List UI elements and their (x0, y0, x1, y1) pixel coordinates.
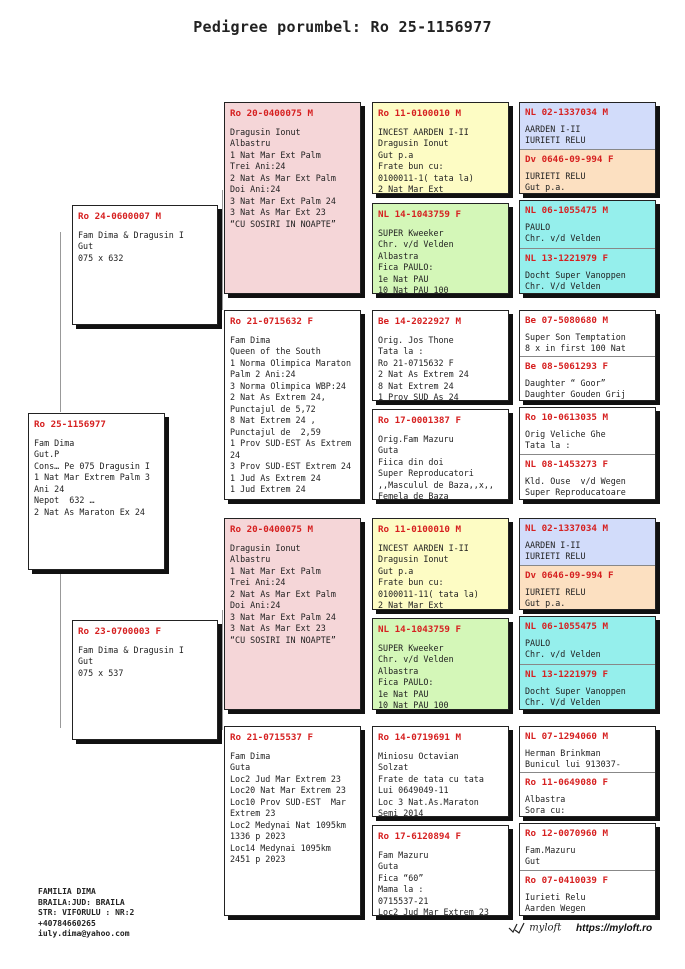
myloft-logo-icon (508, 922, 526, 934)
gen4-pair[interactable] (519, 407, 656, 500)
myloft-logo-text: myloft (529, 922, 562, 934)
gen4-pair[interactable] (519, 616, 656, 710)
gen4-id: NL 13-1221979 F (525, 253, 608, 264)
gen4-bottom[interactable] (520, 566, 655, 610)
great-grandparent-card[interactable] (372, 310, 509, 401)
father-id: Ro 24-0600007 M (78, 211, 161, 222)
text-line: Femela de Baza (378, 491, 449, 500)
gen4-id: NL 02-1337034 M (525, 523, 608, 534)
text-line: Fam Dima & Dragusin I (78, 229, 184, 240)
gen4-lines (525, 638, 650, 661)
text-line: Albastra (378, 250, 419, 261)
text-line: Chr. v/d Velden (378, 239, 454, 249)
great-grandparent-lines (378, 850, 503, 917)
text-line: 8 Nat Extrem 24 , (230, 415, 316, 425)
text-line: “CU SOSIRI IN NOAPTE” (230, 218, 336, 229)
text-line: Iurieti Relu (525, 891, 586, 902)
myloft-logo (508, 922, 561, 934)
connector-line (60, 548, 61, 728)
page-title: Pedigree porumbel: Ro 25-1156977 (193, 18, 492, 36)
text-line: 2 Nat As Mar Ext Palm (230, 172, 336, 183)
mother-id: Ro 23-0700003 F (78, 626, 161, 637)
text-line: Loc2 Jud Mar Extrem 23 (378, 907, 489, 916)
text-line: Fam.Mazuru (525, 844, 576, 855)
text-line: BRAILA:JUD: BRAILA (38, 897, 125, 907)
text-line: 1 Nat Mar Ext Palm (230, 149, 321, 160)
text-line: Punctajul de 2,59 (230, 426, 321, 437)
grandparent-card[interactable] (224, 102, 361, 294)
gen4-id: NL 08-1453273 F (525, 459, 608, 470)
great-grandparent-lines (378, 751, 503, 818)
grandparent-card[interactable] (224, 726, 361, 916)
text-line: 8 Nat Extrem 24 (378, 380, 454, 391)
great-grandparent-card[interactable] (372, 102, 509, 194)
subject-card[interactable] (28, 413, 165, 570)
text-line: Daughter Gouden Grij (525, 389, 626, 399)
gen4-id: NL 13-1221979 F (525, 669, 608, 680)
text-line: Fam Mazuru (378, 849, 429, 860)
text-line: Super Son Temptation (525, 331, 626, 342)
text-line: iuly.dima@yahoo.com (38, 929, 130, 938)
text-line: SUPER Kweeker (378, 642, 444, 653)
gen4-top[interactable] (520, 408, 655, 454)
great-grandparent-id: Ro 11-0100010 M (378, 108, 461, 119)
text-line: PAULO (525, 637, 551, 648)
gen4-pair[interactable] (519, 102, 656, 194)
text-line: Chr. v/d Velden (525, 649, 601, 659)
text-line: Daughter “ Goor” (525, 377, 606, 388)
gen4-lines (525, 686, 650, 709)
gen4-lines (525, 794, 650, 817)
text-line: Docht Super Vanoppen (525, 269, 626, 280)
gen4-id: Ro 10-0613035 M (525, 412, 608, 423)
text-line: 10 Nat PAU 100 (378, 285, 449, 294)
text-line: Fica PAULO: (378, 262, 434, 272)
gen4-id: NL 06-1055475 M (525, 205, 608, 216)
owner-contact (38, 887, 134, 940)
text-line: Gut (525, 856, 541, 866)
gen4-top[interactable] (520, 311, 655, 356)
great-grandparent-id: Ro 17-0001387 F (378, 415, 461, 426)
great-grandparent-lines (378, 643, 503, 711)
text-line: ,,Masculul de Baza,,x,, (378, 479, 494, 490)
text-line: +40784660265 (38, 918, 96, 928)
text-line: Albastru (230, 554, 271, 564)
text-line: “CU SOSIRI IN NOAPTE” (230, 634, 336, 645)
text-line: PAULO (525, 221, 551, 232)
text-line: Loc14 Medynai 1095km (230, 842, 331, 853)
gen4-bottom[interactable] (520, 150, 655, 194)
gen4-top[interactable] (520, 201, 655, 248)
grandparent-lines (230, 543, 355, 647)
text-line: 3 Norma Olimpica WBP:24 (230, 380, 346, 391)
text-line: Fam Dima (230, 334, 271, 345)
text-line: Chr. V/d Velden (525, 281, 601, 291)
grandparent-lines (230, 127, 355, 231)
text-line: 2 Nat Mar Ext (378, 184, 444, 194)
text-line: Albastru (230, 138, 271, 148)
great-grandparent-card[interactable] (372, 409, 509, 500)
gen4-id: Be 08-5061293 F (525, 361, 608, 372)
gen4-lines (525, 540, 650, 563)
text-line: Mama la : (378, 884, 424, 894)
text-line: IURIETI RELU (525, 135, 586, 145)
gen4-lines (525, 270, 650, 293)
text-line: Tata la : (525, 440, 571, 450)
text-line: Gut p.a (378, 565, 414, 576)
father-card[interactable] (72, 205, 218, 325)
text-line: Albastra (378, 665, 419, 676)
text-line: Frate bun cu: (378, 161, 444, 171)
gen4-id: NL 06-1055475 M (525, 621, 608, 632)
text-line: Guta (378, 445, 399, 455)
mother-lines (78, 645, 212, 680)
text-line: Trei Ani:24 (230, 161, 286, 171)
text-line: Loc2 Jud Mar Extrem 23 (230, 773, 341, 784)
grandparent-id: Ro 20-0400075 M (230, 108, 313, 119)
text-line: IURIETI RELU (525, 586, 586, 597)
website-link[interactable]: https://myloft.ro (576, 923, 653, 934)
grandparent-lines (230, 335, 355, 496)
text-line: 8 x in first 100 Nat (525, 343, 626, 353)
gen4-lines (525, 476, 650, 499)
text-line: 1 Norma Olimpica Maraton (230, 357, 352, 368)
text-line: 075 x 537 (78, 667, 124, 678)
great-grandparent-id: NL 14-1043759 F (378, 624, 461, 635)
text-line: 0100011-11( tata la) (378, 588, 479, 599)
gen4-lines (525, 587, 650, 610)
text-line: Punctajul de 5,72 (230, 403, 316, 414)
gen4-lines (525, 124, 650, 147)
text-line: Trei Ani:24 (230, 577, 286, 587)
text-line: FAMILIA DIMA (38, 887, 96, 896)
text-line: 1 Nat Mar Extrem Palm 3 (34, 472, 150, 482)
text-line: 1 Nat Mar Ext Palm (230, 565, 321, 576)
text-line: Aarden Wegen (525, 903, 586, 913)
gen4-top[interactable] (520, 617, 655, 664)
text-line: Chr. v/d Velden (378, 654, 454, 664)
gen4-lines (525, 845, 650, 868)
gen4-lines (525, 892, 650, 915)
gen4-bottom[interactable] (520, 665, 655, 710)
text-line: Chr. v/d Velden (525, 233, 601, 243)
great-grandparent-id: Ro 14-0719691 M (378, 732, 461, 743)
gen4-lines (525, 429, 650, 452)
text-line: 0100011-1( tata la) (378, 172, 474, 183)
great-grandparent-id: NL 14-1043759 F (378, 209, 461, 220)
gen4-lines (525, 222, 650, 245)
text-line: Loc10 Prov SUD-EST Mar (230, 796, 346, 807)
gen4-id: NL 07-1294060 M (525, 731, 608, 742)
great-grandparent-id: Ro 17-6120894 F (378, 831, 461, 842)
text-line: Fam Dima (34, 437, 75, 448)
text-line: Lui 0649049-11 (378, 785, 449, 795)
text-line: Queen of the South (230, 346, 321, 356)
great-grandparent-lines (378, 228, 503, 295)
text-line: 2 Nat Mar Ext (378, 600, 444, 610)
text-line: Orig Veliche Ghe (525, 428, 606, 439)
gen4-bottom[interactable] (520, 357, 655, 401)
gen4-pair[interactable] (519, 200, 656, 294)
text-line: STR: VIFORULU : NR:2 (38, 908, 135, 917)
text-line: Dragusin Ionut (230, 542, 301, 553)
text-line: SUPER Kweeker (378, 227, 444, 238)
text-line: 24 (230, 449, 241, 460)
text-line: Solzat (378, 762, 409, 772)
text-line: Tata la : (378, 346, 424, 356)
text-line: 1 Jud Extrem 24 (230, 484, 306, 494)
text-line: Orig.Fam Mazuru (378, 433, 454, 444)
gen4-top[interactable] (520, 824, 655, 870)
text-line: 2451 p 2023 (230, 854, 286, 864)
gen4-id: Be 07-5080680 M (525, 315, 608, 326)
gen4-lines (525, 378, 650, 401)
gen4-id: Dv 0646-09-994 F (525, 154, 614, 165)
grandparent-id: Ro 20-0400075 M (230, 524, 313, 535)
grandparent-card[interactable] (224, 518, 361, 710)
text-line: Doi Ani:24 (230, 184, 281, 194)
text-line: 10 Nat PAU 100 (378, 700, 449, 710)
connector-line (222, 610, 223, 730)
text-line: 1 Prov SUD As 24 (378, 392, 459, 401)
great-grandparent-card[interactable] (372, 203, 509, 294)
gen4-lines (525, 332, 650, 355)
text-line: Super Reproducatoare (525, 487, 626, 497)
subject-lines (34, 438, 159, 519)
gen4-pair[interactable] (519, 726, 656, 817)
text-line: Nepot 632 … (34, 495, 95, 505)
text-line: Orig. Jos Thone (378, 334, 454, 345)
text-line: Docht Super Vanoppen (525, 685, 626, 696)
gen4-lines (525, 748, 650, 771)
text-line: 3 Nat As Mar Ext 23 (230, 623, 326, 633)
text-line: Gut p.a. (525, 598, 566, 608)
text-line: Semi 2014 (378, 808, 424, 817)
text-line: IURIETI RELU (525, 170, 586, 181)
great-grandparent-id: Ro 11-0100010 M (378, 524, 461, 535)
text-line: 1e Nat PAU (378, 688, 429, 699)
text-line: Doi Ani:24 (230, 600, 281, 610)
great-grandparent-id: Be 14-2022927 M (378, 316, 461, 327)
text-line: Super Reproducatori (378, 468, 474, 478)
text-line: Extrem 23 (230, 808, 276, 818)
text-line: 3 Prov SUD-EST Extrem 24 (230, 461, 352, 471)
text-line: 1336 p 2023 (230, 831, 286, 841)
text-line: Frate bun cu: (378, 577, 444, 587)
text-line: Palm 2 Ani:24 (230, 369, 296, 379)
gen4-id: NL 02-1337034 M (525, 107, 608, 118)
text-line: Ro 21-0715632 F (378, 357, 454, 368)
text-line: Bunicul lui 913037- (525, 759, 621, 769)
gen4-bottom[interactable] (520, 871, 655, 916)
great-grandparent-lines (378, 543, 503, 611)
text-line: Dragusin Ionut (230, 126, 301, 137)
great-grandparent-lines (378, 434, 503, 501)
text-line: 2 Nat As Extrem 24 (378, 369, 469, 379)
text-line: 1 Prov SUD-EST As Extrem (230, 438, 352, 448)
grandparent-id: Ro 21-0715632 F (230, 316, 313, 327)
text-line: 3 Nat Mar Ext Palm 24 (230, 611, 336, 622)
text-line: Chr. V/d Velden (525, 697, 601, 707)
text-line: Miniosu Octavian (378, 750, 459, 761)
text-line: Fam Dima (230, 750, 271, 761)
gen4-pair[interactable] (519, 310, 656, 401)
text-line: Loc 3 Nat.As.Maraton (378, 796, 479, 807)
grandparent-lines (230, 751, 355, 866)
great-grandparent-lines (378, 127, 503, 195)
text-line: Ani 24 (34, 483, 65, 494)
subject-id: Ro 25-1156977 (34, 419, 106, 430)
text-line: Gut (78, 656, 94, 666)
text-line: 2 Nat As Maraton Ex 24 (34, 506, 145, 517)
text-line: AARDEN I-II (525, 123, 581, 134)
grandparent-card[interactable] (224, 310, 361, 500)
gen4-id: Ro 12-0070960 M (525, 828, 608, 839)
gen4-pair[interactable] (519, 823, 656, 916)
text-line: Sora cu: (525, 805, 566, 815)
gen4-top[interactable] (520, 519, 655, 565)
text-line: 2 Nat As Mar Ext Palm (230, 588, 336, 599)
text-line: INCEST AARDEN I-II (378, 542, 469, 553)
text-line: 3 Nat Mar Ext Palm 24 (230, 195, 336, 206)
text-line: Loc2 Medynai Nat 1095km (230, 819, 346, 830)
text-line: Dragusin Ionut (378, 554, 449, 564)
text-line: IURIETI RELU (525, 551, 586, 561)
text-line: AARDEN I-II (525, 539, 581, 550)
text-line: Gut p.a (378, 149, 414, 160)
text-line: Dragusin Ionut (378, 138, 449, 148)
grandparent-id: Ro 21-0715537 F (230, 732, 313, 743)
text-line: Fiica din doi (378, 456, 444, 467)
text-line: Gut p.a. (525, 182, 566, 192)
text-line: 1 Jud As Extrem 24 (230, 472, 321, 483)
text-line: Kld. Ouse v/d Wegen (525, 475, 626, 486)
text-line: Fica PAULO: (378, 677, 434, 687)
great-grandparent-card[interactable] (372, 825, 509, 916)
text-line: Frate de tata cu tata (378, 773, 484, 784)
text-line: Albastra (525, 793, 566, 804)
text-line: Gut.P (34, 449, 60, 459)
gen4-bottom[interactable] (520, 773, 655, 817)
connector-line (60, 232, 61, 412)
great-grandparent-card[interactable] (372, 618, 509, 710)
text-line: 2 Nat As Extrem 24, (230, 392, 326, 402)
connector-line (222, 190, 223, 310)
gen4-pair[interactable] (519, 518, 656, 610)
text-line: 0715537-21 (378, 895, 429, 906)
great-grandparent-lines (378, 335, 503, 402)
text-line: Guta (378, 861, 399, 871)
gen4-id: Dv 0646-09-994 F (525, 570, 614, 581)
text-line: Guta (230, 762, 251, 772)
great-grandparent-card[interactable] (372, 518, 509, 610)
gen4-bottom[interactable] (520, 249, 655, 294)
gen4-top[interactable] (520, 727, 655, 772)
gen4-top[interactable] (520, 103, 655, 149)
text-line: Fam Dima & Dragusin I (78, 644, 184, 655)
gen4-id: Ro 07-0410039 F (525, 875, 608, 886)
text-line: Fica “60” (378, 872, 424, 883)
text-line: INCEST AARDEN I-II (378, 126, 469, 137)
text-line: Herman Brinkman (525, 747, 601, 758)
text-line: 3 Nat As Mar Ext 23 (230, 207, 326, 217)
mother-card[interactable] (72, 620, 218, 740)
text-line: Cons… Pe 075 Dragusin I (34, 460, 150, 471)
gen4-bottom[interactable] (520, 455, 655, 500)
text-line: 1e Nat PAU (378, 273, 429, 284)
text-line: 075 x 632 (78, 252, 124, 263)
text-line: Loc20 Nat Mar Extrem 23 (230, 785, 346, 795)
father-lines (78, 230, 212, 265)
great-grandparent-card[interactable] (372, 726, 509, 817)
gen4-id: Ro 11-0649080 F (525, 777, 608, 788)
text-line: Gut (78, 241, 94, 251)
gen4-lines (525, 171, 650, 194)
